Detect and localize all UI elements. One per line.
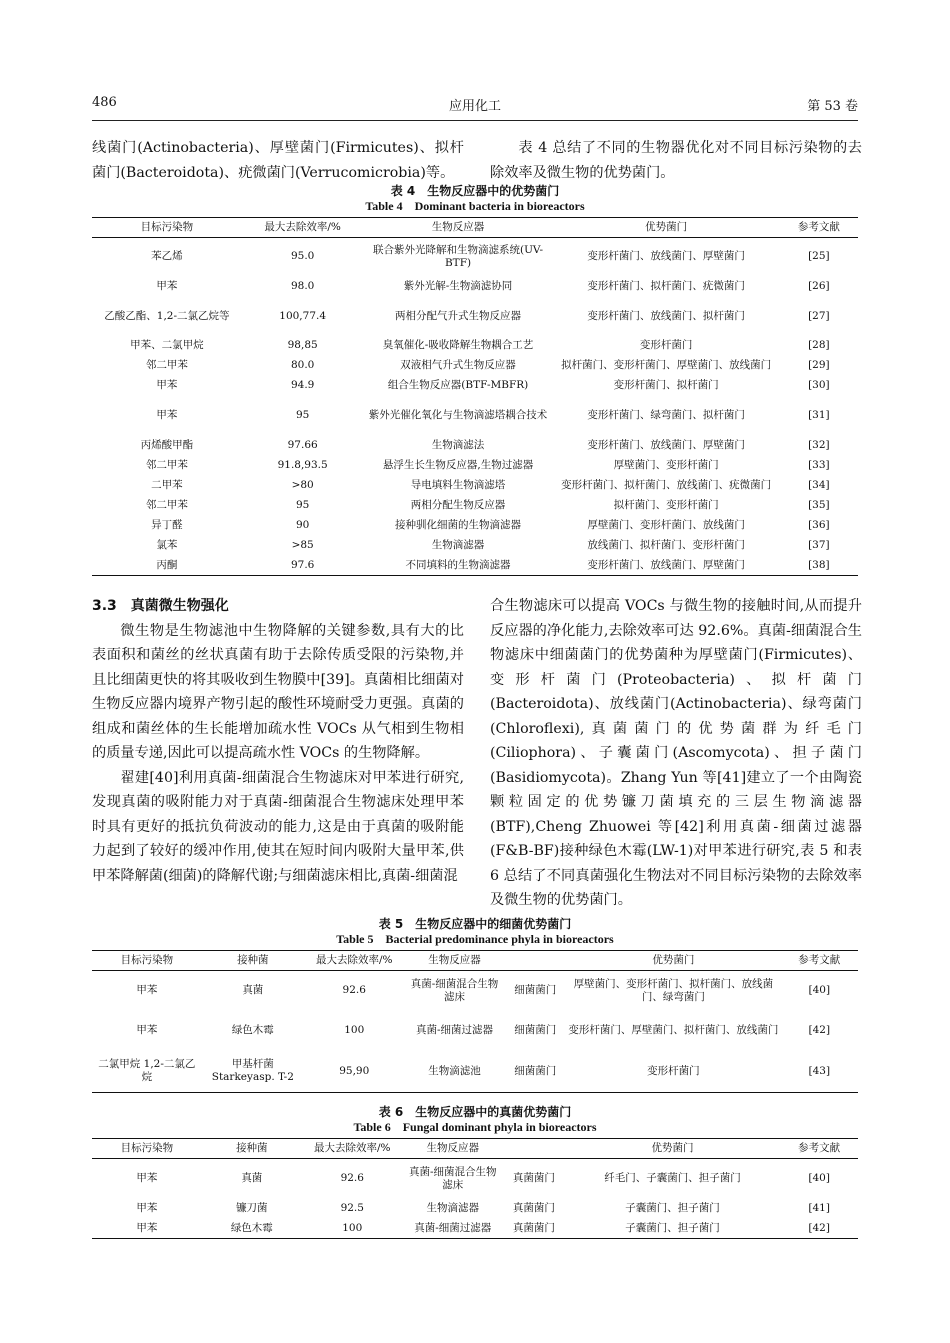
table-row — [92, 1199, 858, 1219]
table4-cell: 变形杆菌门、拟杆菌门、疣微菌门 — [587, 280, 745, 292]
table5-cell: 细菌菌门 — [514, 1024, 557, 1036]
table6-header-cell: 参考文献 — [780, 1139, 858, 1159]
table6-cell: 甲苯 — [92, 1219, 202, 1239]
table-row — [92, 971, 858, 1011]
table-row — [92, 1051, 858, 1093]
running-header — [92, 95, 858, 117]
table4-cell: [38] — [780, 556, 858, 576]
table6-header-row — [92, 1139, 858, 1159]
table4-cell: 异丁醛 — [151, 519, 183, 531]
table-row — [92, 1159, 858, 1199]
section-paragraph-2: 翟建[40]利用真菌-细菌混合生物滤床对甲苯进行研究,发现真菌的吸附能力对于真菌-细菌混合生物滤床处理甲苯时具有更好的抵抗负荷波动的能力,这是由于真菌的吸附能力起到了较好的缓冲作用,使其在短时间内吸附大量甲苯,供甲苯降解菌(细菌)的降解代谢;与细菌滤床相比,真菌-细菌混 — [92, 769, 464, 884]
table5-cell: 甲苯 — [136, 984, 158, 997]
table4-cell: 变形杆菌门、放线菌门、拟杆菌门 — [587, 310, 745, 322]
table4-cell: 两相分配气升式生物反应器 — [395, 310, 522, 322]
top-right-text-block — [490, 136, 862, 185]
table4-cell: [37] — [808, 539, 830, 551]
table4-cell: 甲苯、二氯甲烷 — [130, 339, 204, 351]
table5-header-row — [92, 951, 858, 971]
table6 — [92, 1138, 858, 1239]
table4-cell: 甲苯 — [156, 280, 178, 292]
table4-cell: 导电填料生物滴滤塔 — [410, 479, 506, 491]
table6-cell: 真菌菌门 — [503, 1219, 565, 1239]
table4-cell: 97.66 — [287, 439, 318, 451]
table-row — [92, 516, 858, 536]
table-row — [92, 356, 858, 376]
table4-cell: 邻二甲苯 — [145, 359, 188, 371]
table5-header-cell: 最大去除效率/% — [304, 951, 405, 971]
table5-cell: 真菌 — [242, 984, 264, 997]
table4-cell: 95 — [295, 499, 310, 511]
table4-cell: 98,85 — [287, 339, 318, 351]
table5-cell: 真菌-细菌过滤器 — [415, 1024, 494, 1036]
table4-cell: 二甲苯 — [151, 479, 183, 491]
table4-cell: [31] — [808, 409, 830, 421]
table4-cell: [36] — [808, 519, 830, 531]
table4-cell: 乙酸乙酯、1,2-二氯乙烷等 — [104, 310, 230, 322]
table4-cell: 95.0 — [290, 250, 315, 263]
table5-cell: 95,90 — [304, 1051, 405, 1093]
top-left-paragraph: 线菌门(Actinobacteria)、厚壁菌门(Firmicutes)、拟杆菌门(Bacteroidota)、疣微菌门(Verrucomicrobia)等。 — [92, 140, 464, 181]
table5-cell: 变形杆菌门 — [566, 1051, 780, 1093]
table-row — [92, 456, 858, 476]
table4-cell: 91.8,93.5 — [277, 459, 328, 471]
table4-cell: [28] — [808, 339, 830, 351]
table6-cell: 绿色木霉 — [202, 1219, 302, 1239]
table-row — [92, 336, 858, 356]
table4-header-cell: 优势菌门 — [553, 218, 780, 238]
table4-cell: 悬浮生长生物反应器,生物过滤器 — [382, 459, 534, 471]
table6-cell: 100 — [302, 1219, 403, 1239]
table4-cell: 97.6 — [242, 556, 364, 576]
table4-cell: 不同填料的生物滴滤器 — [364, 556, 553, 576]
table4-header-cell: 最大去除效率/% — [242, 218, 364, 238]
table6-cell: 镰刀菌 — [236, 1202, 268, 1214]
table5-header-cell: 优势菌门 — [566, 951, 780, 971]
table4-cell: [27] — [808, 310, 830, 322]
table-row — [92, 238, 858, 276]
table4-cell: 生物滴滤法 — [431, 439, 485, 451]
table4-cell: 臭氧催化-吸收降解生物耦合工艺 — [382, 339, 534, 351]
table6-caption — [92, 1105, 858, 1135]
table4-cell: 98.0 — [290, 280, 315, 292]
table-row — [92, 1219, 858, 1239]
table6-cell: 真菌-细菌混合生物滤床 — [409, 1165, 497, 1191]
table5-cell: [40] — [808, 984, 831, 997]
table5-cell: 绿色木霉 — [231, 1024, 274, 1036]
table4-cell: 变形杆菌门、放线菌门、厚壁菌门 — [587, 439, 745, 451]
table6-cell: 92.6 — [340, 1172, 364, 1185]
table4-cell: 丙烯酸甲酯 — [140, 439, 194, 451]
table4-cell: [35] — [808, 499, 830, 511]
table4-cell: 厚壁菌门、变形杆菌门、放线菌门 — [587, 519, 745, 531]
table5-header-cell — [504, 951, 566, 971]
table4 — [92, 217, 858, 576]
table6-cell: 真菌 — [241, 1172, 263, 1185]
header-rule — [92, 120, 858, 121]
table5-cell: [43] — [781, 1051, 858, 1093]
table4-cell: 变形杆菌门 — [639, 339, 693, 351]
table4-cell: 生物滴滤器 — [431, 539, 485, 551]
table5-cell: 细菌菌门 — [514, 984, 557, 997]
table-row — [92, 396, 858, 436]
table5-body — [92, 971, 858, 1093]
table-row — [92, 298, 858, 336]
table-row — [92, 496, 858, 516]
table5-cell: [42] — [808, 1024, 831, 1036]
table4-cell: 94.9 — [290, 379, 315, 391]
table6-cell: 92.5 — [340, 1202, 364, 1214]
table4-header-cell: 生物反应器 — [364, 218, 553, 238]
section-title: 3.3 真菌微生物强化 — [92, 598, 229, 614]
table4-cell: 变形杆菌门、放线菌门、厚壁菌门 — [553, 556, 780, 576]
table6-header-cell: 接种菌 — [202, 1139, 302, 1159]
table4-cell: 厚壁菌门、变形杆菌门 — [613, 459, 719, 471]
table5-cell: 甲苯 — [136, 1024, 158, 1036]
table6-cell: 子囊菌门、担子菌门 — [565, 1219, 780, 1239]
table6-cell: 真菌菌门 — [512, 1172, 555, 1185]
table5-cell: 二氯甲烷 1,2-二氯乙烷 — [92, 1051, 202, 1093]
table4-cell: 甲苯 — [156, 379, 178, 391]
top-left-text-block — [92, 136, 464, 185]
table5-cell: 厚壁菌门、变形杆菌门、拟杆菌门、放线菌门、绿弯菌门 — [573, 977, 774, 1003]
table4-cell: [34] — [808, 479, 830, 491]
table4-cell: 邻二甲苯 — [145, 499, 188, 511]
table4-cell: [26] — [808, 280, 830, 292]
table4-cell: 联合紫外光降解和生物滴滤系统(UV-BTF) — [372, 243, 544, 269]
table4-cell: [29] — [808, 359, 830, 371]
table4-cell: 甲苯 — [156, 409, 178, 421]
table4-cell: [30] — [808, 379, 830, 391]
table5-header-cell: 参考文献 — [781, 951, 858, 971]
table6-cell: 纤毛门、子囊菌门、担子菌门 — [604, 1172, 741, 1185]
table-row — [92, 1011, 858, 1051]
table4-header-row — [92, 218, 858, 238]
table5-cell: 100 — [344, 1024, 365, 1036]
table4-caption — [92, 184, 858, 214]
table4-body — [92, 238, 858, 576]
table6-header-cell — [503, 1139, 565, 1159]
table4-cell: 接种驯化细菌的生物滴滤器 — [395, 519, 522, 531]
journal-title: 应用化工 — [448, 99, 501, 114]
table4-cell: 80.0 — [290, 359, 315, 371]
table4-cell: 100,77.4 — [279, 310, 327, 322]
table6-body — [92, 1159, 858, 1239]
table6-cell: 真菌-细菌过滤器 — [403, 1219, 503, 1239]
top-right-paragraph: 表 4 总结了不同的生物器优化对不同目标污染物的去除效率及微生物的优势菌门。 — [490, 140, 862, 181]
table5-header-cell: 目标污染物 — [92, 951, 202, 971]
table-row — [92, 376, 858, 396]
table4-cell: 变形杆菌门、拟杆菌门、放线菌门、疣微菌门 — [561, 479, 772, 491]
table6-cell: [42] — [780, 1219, 858, 1239]
section-left-column — [92, 594, 464, 888]
table5-header-cell: 生物反应器 — [405, 951, 505, 971]
table4-cell: [33] — [808, 459, 830, 471]
table6-header-cell: 生物反应器 — [403, 1139, 503, 1159]
table4-header-cell: 目标污染物 — [92, 218, 242, 238]
table-row — [92, 276, 858, 298]
table4-cell: 丙酮 — [92, 556, 242, 576]
table4-cell: [32] — [808, 439, 830, 451]
table5-cell: 生物滴滤池 — [405, 1051, 505, 1093]
table6-caption-zh: 表 6 生物反应器中的真菌优势菌门 — [378, 1105, 572, 1119]
table4-cell: 拟杆菌门、变形杆菌门 — [613, 499, 719, 511]
table6-cell: 生物滴滤器 — [426, 1202, 480, 1214]
table4-cell: 紫外光催化氧化与生物滴滤塔耦合技术 — [368, 409, 548, 421]
table6-cell: 甲苯 — [136, 1202, 158, 1214]
table4-cell: 氯苯 — [156, 539, 178, 551]
table5 — [92, 950, 858, 1093]
table4-cell: 组合生物反应器(BTF-MBFR) — [387, 379, 529, 391]
table5-caption-zh: 表 5 生物反应器中的细菌优势菌门 — [378, 917, 572, 931]
table4-cell: 放线菌门、拟杆菌门、变形杆菌门 — [587, 539, 745, 551]
table5-header-cell: 接种菌 — [202, 951, 304, 971]
table4-cell: 拟杆菌门、变形杆菌门、厚壁菌门、放线菌门 — [561, 359, 772, 371]
page-number: 486 — [92, 95, 117, 110]
table6-cell: 子囊菌门、担子菌门 — [625, 1202, 720, 1214]
section-paragraph-3: 合生物滤床可以提高 VOCs 与微生物的接触时间,从而提升反应器的净化能力,去除效率可达 92.6%。真菌-细菌混合生物滤床中细菌菌门的优势菌种为厚壁菌门(Firmicutes)、变形杆菌门(Proteobacteria)、拟杆菌门(Bacteroidota)、放线菌门(Actinobacteria)、绿弯菌门(Chloroflexi),真菌菌门的优势菌群为纤毛门(Ciliophora)、子囊菌门(Ascomycota)、担子菌门(Basidiomycota)。Zhang Yun 等[41]建立了一个由陶瓷颗粒固定的优势镰刀菌填充的三层生物滴滤器(BTF),Cheng Zhuowei 等[42]利用真菌-细菌过滤器(F&B-BF)接种绿色木霉(LW-1)对甲苯进行研究,表 5 和表 6 总结了不同真菌强化生物法对不同目标污染物的去除效率及微生物的优势菌门。 — [490, 598, 862, 908]
table4-cell: 紫外光解-生物滴滤协同 — [403, 280, 513, 292]
table-row — [92, 556, 858, 576]
table5-cell: 变形杆菌门、厚壁菌门、拟杆菌门、放线菌门 — [568, 1024, 779, 1036]
table5-caption — [92, 917, 858, 947]
table6-cell: [41] — [808, 1202, 830, 1214]
table-row — [92, 536, 858, 556]
table4-cell: 变形杆菌门、放线菌门、厚壁菌门 — [587, 250, 745, 263]
table4-cell: 两相分配生物反应器 — [410, 499, 506, 511]
table6-caption-en: Table 6 Fungal dominant phyla in bioreactors — [353, 1120, 597, 1134]
table4-caption-en: Table 4 Dominant bacteria in bioreactors — [365, 199, 585, 213]
table4-cell: 95 — [295, 409, 310, 421]
table6-cell: 真菌菌门 — [512, 1202, 555, 1214]
section-right-column — [490, 594, 862, 913]
table4-cell: 双液相气升式生物反应器 — [400, 359, 516, 371]
table5-cell: 真菌-细菌混合生物滤床 — [410, 977, 499, 1003]
table-row — [92, 476, 858, 496]
table4-cell: 变形杆菌门、拟杆菌门 — [613, 379, 719, 391]
volume-label: 第 53 卷 — [807, 99, 858, 114]
table5-caption-en: Table 5 Bacterial predominance phyla in bioreactors — [336, 932, 614, 946]
table4-cell: >80 — [291, 479, 314, 491]
table4-cell: >85 — [291, 539, 314, 551]
table4-cell: 变形杆菌门、绿弯菌门、拟杆菌门 — [587, 409, 745, 421]
table5-cell: 92.6 — [342, 984, 366, 997]
table6-header-cell: 优势菌门 — [565, 1139, 780, 1159]
section-paragraph-1: 微生物是生物滤池中生物降解的关键参数,具有大的比表面积和菌丝的丝状真菌有助于去除传质受限的污染物,并且比细菌更快的将其吸收到生物膜中[39]。真菌相比细菌对生物反应器内境界产物引起的酸性环境耐受力更强。真菌的组成和菌丝体的生长能增加疏水性 VOCs 从气相到生物相的质量专递,因此可以提高疏水性 VOCs 的生物降解。 — [92, 622, 464, 761]
table5-cell: 甲基杆菌 Starkeyasp. T-2 — [202, 1051, 304, 1093]
table5-cell: 细菌菌门 — [504, 1051, 566, 1093]
table6-header-cell: 目标污染物 — [92, 1139, 202, 1159]
table4-cell: 苯乙烯 — [151, 250, 183, 263]
table4-caption-zh: 表 4 生物反应器中的优势菌门 — [390, 184, 560, 198]
table-row — [92, 436, 858, 456]
table4-cell: [25] — [808, 250, 830, 263]
table4-cell: 90 — [295, 519, 310, 531]
table6-cell: [40] — [808, 1172, 830, 1185]
table4-cell: 邻二甲苯 — [145, 459, 188, 471]
table6-header-cell: 最大去除效率/% — [302, 1139, 403, 1159]
table4-header-cell: 参考文献 — [780, 218, 858, 238]
table6-cell: 甲苯 — [136, 1172, 158, 1185]
